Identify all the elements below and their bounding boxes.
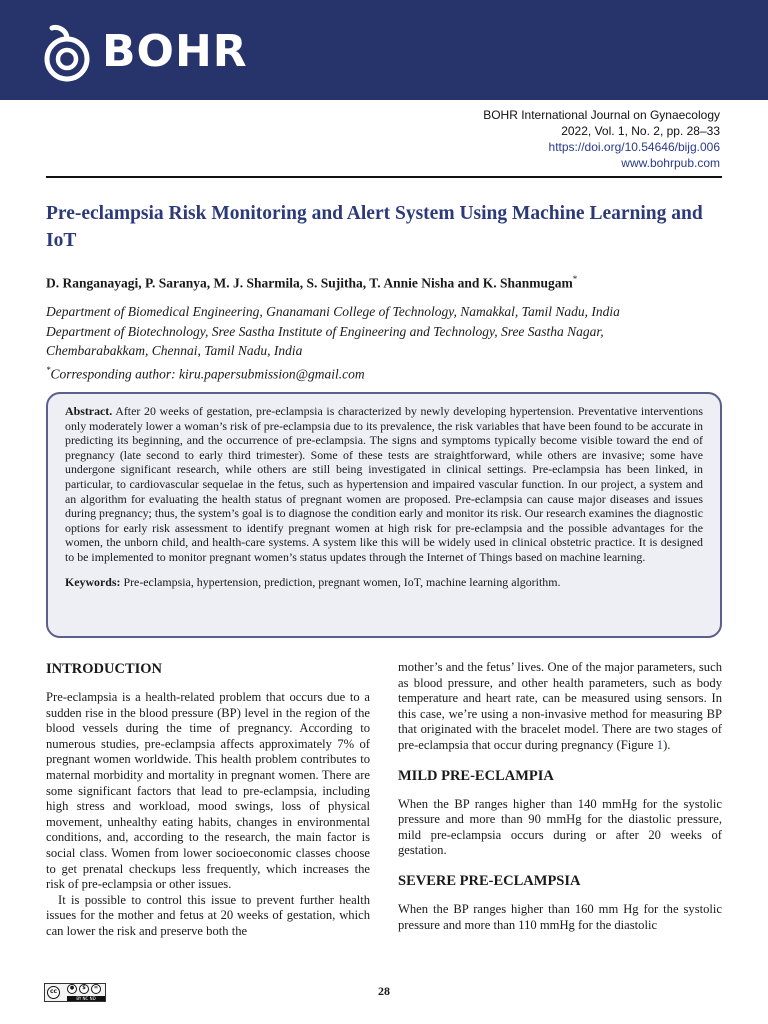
affiliations — [46, 302, 726, 384]
right-paragraph-1-end: ). — [663, 737, 671, 752]
introduction-heading: INTRODUCTION — [46, 661, 163, 677]
nc-icon: $ — [79, 984, 89, 994]
logo-text: BOHR — [102, 26, 248, 77]
header-divider — [46, 176, 722, 178]
right-paragraph-1-text: mother’s and the fetus’ lives. One of the major parameters, such as blood pressure, and other health parameters, such as body temperature and heart rate, can be measured using sensors. In this case, we’re using a non-invasive method for measuring BP that originated with the bracelet model. There are two stages of pre-eclampsia that occur during pregnancy (Figure — [398, 660, 722, 752]
mild-heading: MILD PRE-ECLAMPIA — [398, 767, 554, 784]
author-list — [46, 270, 722, 293]
mild-paragraph: When the BP ranges higher than 140 mmHg for the systolic pressure and more than 90 mmHg for the diastolic pressure, mild pre-eclampsia occurs during or after 20 weeks of gestation. — [398, 796, 722, 858]
header-banner — [0, 0, 768, 100]
website-link[interactable]: www.bohrpub.com — [621, 156, 720, 170]
figure-1-link[interactable]: 1 — [656, 737, 664, 752]
journal-info — [483, 107, 720, 171]
license-text: BY NC ND — [67, 996, 105, 1001]
affiliation-1: Department of Biomedical Engineering, Gnanamani College of Technology, Namakkal, Tamil Nadu, India — [46, 304, 620, 319]
affiliation-3: Chembarabakkam, Chennai, Tamil Nadu, India — [46, 343, 303, 358]
corresponding-text: Corresponding author: kiru.papersubmission@gmail.com — [50, 366, 365, 381]
right-column — [398, 660, 722, 933]
nd-icon: = — [91, 984, 101, 994]
abstract-label: Abstract. — [65, 404, 113, 418]
abstract-box — [46, 392, 722, 638]
article-title: Pre-eclampsia Risk Monitoring and Alert System Using Machine Learning and IoT — [46, 203, 703, 251]
abstract-text: After 20 weeks of gestation, pre-eclampsia is characterized by newly developing hypertension. Preventative interventions only moderately lower a woman’s risk of pre-eclampsia due to its prevalence, the risk variables that have been found to be accurate in predicting its beginning, and the occurrence of pre-eclampsia. The signs and symptoms typically become visible toward the end of pregnancy (late second to early third trimester). Some of these tests are straightforward, while others are invasive; some have undergone significant research, while others are still being investigated in clinical settings. Pre-eclampsia has been linked, in particular, to cardiovascular sequelae in the fetus, such as hypertension and impaired vascular function. In our project, a system and an algorithm for evaluating the health status of pregnant women are proposed. Pre-eclampsia can cause major diseases and issues during pregnancy; thus, the system’s goal is to diagnose the condition early and monitor its risk. Our research examines the diagnostic options for early risk assessment to identify pregnant women at high risk for pre-eclampsia and the possible advantages for the women, the unborn child, and health-care systems. A system like this will be widely used in clinical obstetric practice. It is designed to be implemented to monitor pregnant women’s status updates through the Internet of Things based on machine learning. — [65, 404, 703, 564]
corresponding-mark: * — [46, 364, 51, 375]
authors-text: D. Ranganayagi, P. Saranya, M. J. Sharmila, S. Sujitha, T. Annie Nisha and K. Shanmugam — [46, 275, 573, 291]
by-icon: ● — [67, 984, 77, 994]
doi-link[interactable]: https://doi.org/10.54646/bijg.006 — [548, 140, 720, 154]
cc-icon: cc — [47, 986, 60, 999]
keywords-paragraph — [65, 575, 703, 590]
intro-paragraph-1: Pre-eclampsia is a health-related problem that occurs due to a sudden rise in the blood pressure (BP) level in the region of the blood vessels during the time of pregnancy. According to numerous studies, pre-eclampsia affects approximately 7% of pregnant women worldwide. This health problem contributes to maternal morbidity and mortality in pregnant women. There are some significant factors that lead to pre-eclampsia, including high stress and workload, mood swings, loss of physical movement, unhealthy eating habits, changes in environmental conditions, and, according to the research, the main factor is social class. Women from lower socioeconomic classes choose to get prenatal checkups less frequently, which increases the risk of pre-eclampsia or other issues. — [46, 690, 370, 892]
right-paragraph-1 — [398, 660, 722, 754]
journal-issue: 2022, Vol. 1, No. 2, pp. 28–33 — [561, 124, 720, 138]
intro-paragraph-2: It is possible to control this issue to prevent further health issues for the mother and fetus at 20 weeks of gestation, which can lower the risk and preserve both the — [46, 892, 370, 938]
journal-name: BOHR International Journal on Gynaecology — [483, 108, 720, 122]
bohr-logo[interactable] — [44, 22, 248, 82]
keywords-label: Keywords: — [65, 574, 121, 589]
keywords-text: Pre-eclampsia, hypertension, prediction, pregnant women, IoT, machine learning algorithm. — [123, 574, 561, 589]
author-mark: * — [572, 274, 578, 284]
corresponding-author — [46, 361, 726, 384]
severe-paragraph: When the BP ranges higher than 160 mm Hg for the systolic pressure and more than 110 mmHg for the diastolic — [398, 901, 722, 932]
abstract-paragraph — [65, 404, 703, 565]
left-column — [46, 660, 370, 940]
bohr-logo-icon — [44, 22, 96, 82]
severe-heading: SEVERE PRE-ECLAMPSIA — [398, 872, 581, 889]
page-number: 28 — [378, 984, 390, 998]
affiliation-2: Department of Biotechnology, Sree Sastha Institute of Engineering and Technology, Sree Sastha Nagar, — [46, 323, 604, 339]
